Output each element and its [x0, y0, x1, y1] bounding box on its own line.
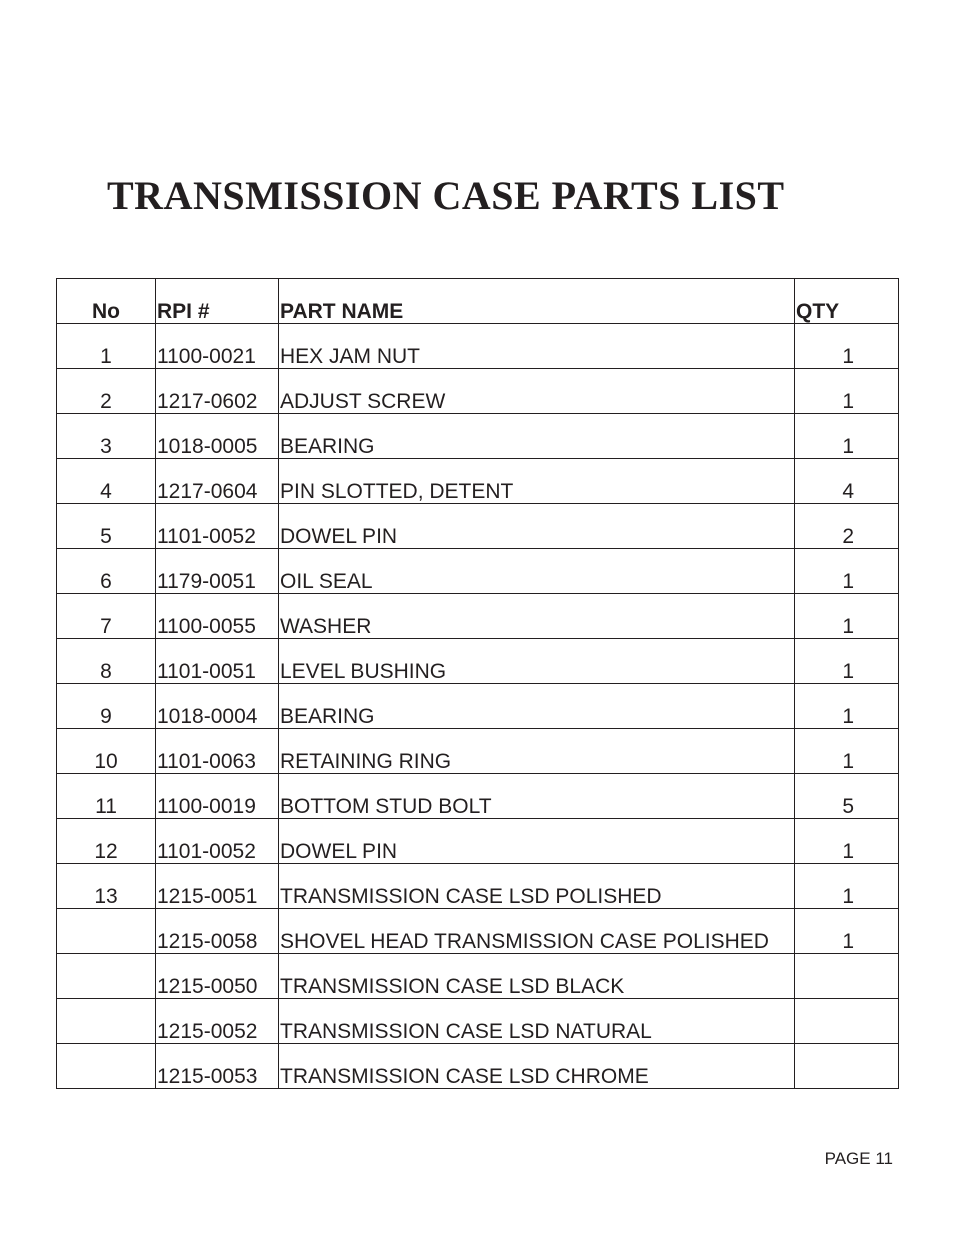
cell-no	[57, 954, 156, 999]
table-row	[57, 459, 899, 504]
cell-qty	[795, 1044, 899, 1089]
table-row	[57, 819, 899, 864]
cell-qty: 4	[795, 459, 899, 504]
header-no: No	[57, 279, 156, 324]
cell-qty: 1	[795, 324, 899, 369]
cell-no: 1	[57, 324, 156, 369]
cell-no	[57, 999, 156, 1044]
cell-no: 12	[57, 819, 156, 864]
cell-no: 13	[57, 864, 156, 909]
cell-qty	[795, 954, 899, 999]
table-row	[57, 774, 899, 819]
cell-part-name: TRANSMISSION CASE LSD BLACK	[279, 954, 795, 999]
cell-qty: 1	[795, 684, 899, 729]
cell-qty: 1	[795, 414, 899, 459]
table-row	[57, 864, 899, 909]
cell-rpi: 1018-0004	[156, 684, 279, 729]
cell-part-name: BEARING	[279, 414, 795, 459]
cell-rpi: 1215-0053	[156, 1044, 279, 1089]
cell-rpi: 1215-0050	[156, 954, 279, 999]
cell-no: 9	[57, 684, 156, 729]
cell-rpi: 1101-0052	[156, 504, 279, 549]
cell-part-name: TRANSMISSION CASE LSD CHROME	[279, 1044, 795, 1089]
cell-qty: 1	[795, 729, 899, 774]
table-row	[57, 1044, 899, 1089]
cell-no	[57, 909, 156, 954]
cell-part-name: DOWEL PIN	[279, 504, 795, 549]
cell-qty: 1	[795, 909, 899, 954]
cell-no: 3	[57, 414, 156, 459]
cell-part-name: OIL SEAL	[279, 549, 795, 594]
table-row	[57, 954, 899, 999]
cell-rpi: 1101-0051	[156, 639, 279, 684]
cell-part-name: WASHER	[279, 594, 795, 639]
cell-rpi: 1100-0055	[156, 594, 279, 639]
parts-table	[56, 278, 899, 1089]
cell-qty: 2	[795, 504, 899, 549]
cell-no: 4	[57, 459, 156, 504]
table-row	[57, 909, 899, 954]
cell-part-name: PIN SLOTTED, DETENT	[279, 459, 795, 504]
cell-no: 2	[57, 369, 156, 414]
cell-qty: 1	[795, 549, 899, 594]
cell-no: 7	[57, 594, 156, 639]
cell-part-name: HEX JAM NUT	[279, 324, 795, 369]
cell-no: 11	[57, 774, 156, 819]
cell-rpi: 1215-0051	[156, 864, 279, 909]
header-rpi: RPI #	[156, 279, 279, 324]
cell-qty: 1	[795, 639, 899, 684]
cell-part-name: SHOVEL HEAD TRANSMISSION CASE POLISHED	[279, 909, 795, 954]
cell-rpi: 1101-0063	[156, 729, 279, 774]
cell-part-name: ADJUST SCREW	[279, 369, 795, 414]
header-part-name: PART NAME	[279, 279, 795, 324]
cell-rpi: 1179-0051	[156, 549, 279, 594]
cell-rpi: 1217-0604	[156, 459, 279, 504]
cell-no	[57, 1044, 156, 1089]
cell-qty: 1	[795, 819, 899, 864]
cell-qty	[795, 999, 899, 1044]
cell-part-name: LEVEL BUSHING	[279, 639, 795, 684]
cell-qty: 1	[795, 864, 899, 909]
table-row	[57, 999, 899, 1044]
table-row	[57, 369, 899, 414]
cell-part-name: BOTTOM STUD BOLT	[279, 774, 795, 819]
cell-qty: 1	[795, 594, 899, 639]
cell-no: 10	[57, 729, 156, 774]
cell-part-name: TRANSMISSION CASE LSD NATURAL	[279, 999, 795, 1044]
page-number: PAGE 11	[824, 1149, 893, 1168]
cell-no: 8	[57, 639, 156, 684]
table-row	[57, 414, 899, 459]
cell-rpi: 1215-0058	[156, 909, 279, 954]
cell-no: 6	[57, 549, 156, 594]
cell-rpi: 1101-0052	[156, 819, 279, 864]
cell-no: 5	[57, 504, 156, 549]
header-qty: QTY	[795, 279, 899, 324]
cell-rpi: 1018-0005	[156, 414, 279, 459]
cell-rpi: 1100-0019	[156, 774, 279, 819]
cell-part-name: RETAINING RING	[279, 729, 795, 774]
table-row	[57, 549, 899, 594]
cell-part-name: TRANSMISSION CASE LSD POLISHED	[279, 864, 795, 909]
cell-qty: 1	[795, 369, 899, 414]
cell-part-name: DOWEL PIN	[279, 819, 795, 864]
table-row	[57, 684, 899, 729]
table-row	[57, 594, 899, 639]
page-title: TRANSMISSION CASE PARTS LIST	[107, 173, 785, 218]
table-row	[57, 729, 899, 774]
table-header-row	[57, 279, 899, 324]
cell-rpi: 1217-0602	[156, 369, 279, 414]
cell-rpi: 1215-0052	[156, 999, 279, 1044]
cell-part-name: BEARING	[279, 684, 795, 729]
table-row	[57, 324, 899, 369]
cell-rpi: 1100-0021	[156, 324, 279, 369]
table-row	[57, 504, 899, 549]
table-row	[57, 639, 899, 684]
cell-qty: 5	[795, 774, 899, 819]
